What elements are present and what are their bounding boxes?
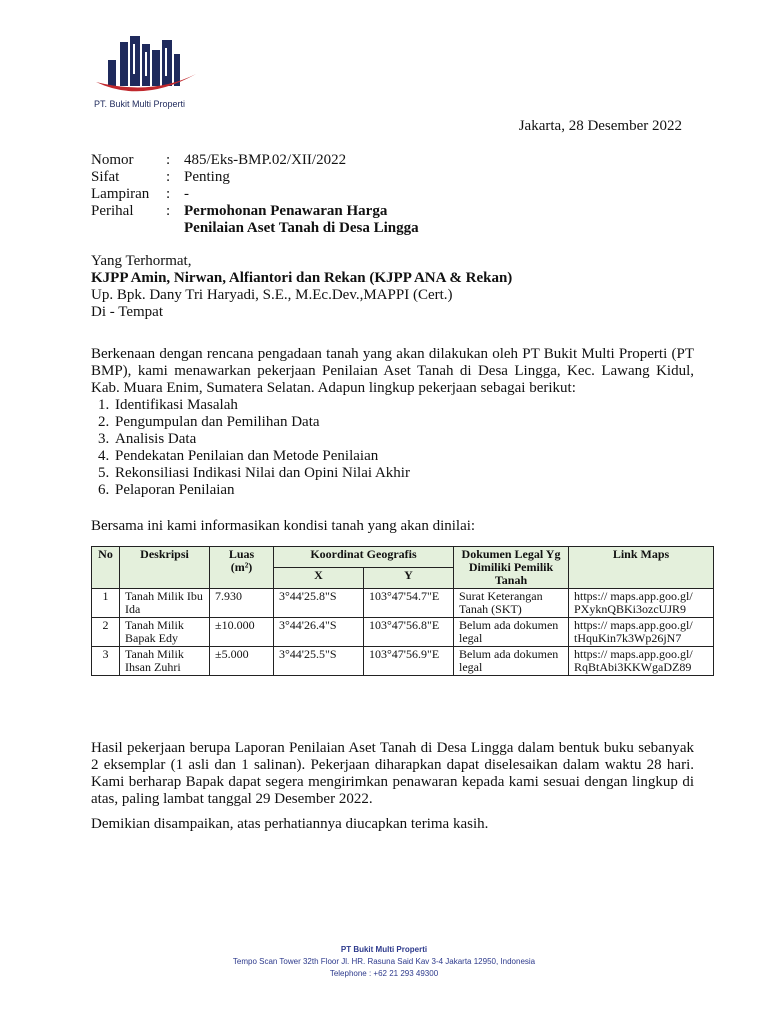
table-intro: Bersama ini kami informasikan kondisi tanah yang akan dinilai: xyxy=(91,518,476,534)
table-row xyxy=(92,647,714,676)
meta-row-perihal xyxy=(91,203,419,237)
intro-section xyxy=(91,346,694,499)
meta-label: Perihal xyxy=(91,203,134,219)
cell-no: 2 xyxy=(92,618,120,647)
col-header-desc: Deskripsi xyxy=(120,547,210,589)
footer-address: Tempo Scan Tower 32th Floor Jl. HR. Rasuna Said Kav 3-4 Jakarta 12950, Indonesia xyxy=(232,957,536,966)
col-header-area xyxy=(210,547,274,589)
col-header-x: X xyxy=(274,568,364,589)
result-paragraph: Hasil pekerjaan berupa Laporan Penilaian Aset Tanah di Desa Lingga dalam bentuk buku sebanyak 2 eksemplar (1 asli dan 1 salinan). Pekerjaan diharapkan dapat diselesaikan dalam waktu 28 hari. Kami berharap Bapak dapat segera mengirimkan penawaran kepada kami sesuai dengan lingkup di atas, paling lambat tanggal 29 Desember 2022. xyxy=(91,740,694,807)
cell-maps-link[interactable]: https:// maps.app.goo.gl/ RqBtAbi3KKWgaDZ89 xyxy=(569,647,714,676)
cell-desc: Tanah Milik Bapak Edy xyxy=(120,618,210,647)
list-item: 6. Pelaporan Penilaian xyxy=(113,482,694,499)
meta-value: 485/Eks-BMP.02/XII/2022 xyxy=(184,152,347,168)
place-line: Di - Tempat xyxy=(91,304,163,320)
cell-x: 3°44'25.5"S xyxy=(274,647,364,676)
meta-label: Nomor xyxy=(91,152,134,168)
footer-phone: Telephone : +62 21 293 49300 xyxy=(329,969,439,978)
land-table xyxy=(91,546,714,676)
meta-colon: : xyxy=(166,169,171,185)
cell-y: 103°47'56.9"E xyxy=(364,647,454,676)
salutation: Yang Terhormat, xyxy=(91,253,192,269)
recipient-name: KJPP Amin, Nirwan, Alfiantori dan Rekan (KJPP ANA & Rekan) xyxy=(91,270,513,286)
cell-x: 3°44'25.8"S xyxy=(274,589,364,618)
scope-list xyxy=(91,397,694,499)
attention-line: Up. Bpk. Dany Tri Haryadi, S.E., M.Ec.Dev.,MAPPI (Cert.) xyxy=(91,287,453,303)
table-row xyxy=(92,589,714,618)
cell-y: 103°47'56.8"E xyxy=(364,618,454,647)
col-header-y: Y xyxy=(364,568,454,589)
cell-maps-link[interactable]: https:// maps.app.goo.gl/ tHquKin7k3Wp26jN7 xyxy=(569,618,714,647)
page-footer xyxy=(0,944,768,980)
meta-value: - xyxy=(184,186,189,202)
cell-maps-link[interactable]: https:// maps.app.goo.gl/ PXyknQBKi3ozcUJR9 xyxy=(569,589,714,618)
area-label: Luas xyxy=(228,547,255,561)
table-row xyxy=(92,618,714,647)
logo-caption: PT. Bukit Multi Properti xyxy=(94,99,186,109)
cell-no: 1 xyxy=(92,589,120,618)
intro-paragraph: Berkenaan dengan rencana pengadaan tanah yang akan dilakukan oleh PT Bukit Multi Properti (PT BMP), kami menawarkan pekerjaan Penilaian Aset Tanah di Desa Lingga, Kec. Lawang Kidul, Kab. Muara Enim, Sumatera Selatan. Adapun lingkup pekerjaan sebagai berikut: xyxy=(91,346,694,396)
cell-area: ±5.000 xyxy=(210,647,274,676)
cell-doc: Belum ada dokumen legal xyxy=(454,618,569,647)
meta-label: Lampiran xyxy=(91,186,150,202)
col-header-no: No xyxy=(92,547,120,589)
cell-desc: Tanah Milik Ihsan Zuhri xyxy=(120,647,210,676)
footer-company: PT Bukit Multi Properti xyxy=(340,945,428,954)
meta-subject xyxy=(184,203,419,237)
cell-area: ±10.000 xyxy=(210,618,274,647)
meta-colon: : xyxy=(166,203,171,219)
list-item: 4. Pendekatan Penilaian dan Metode Penilaian xyxy=(113,448,694,465)
cell-doc: Belum ada dokumen legal xyxy=(454,647,569,676)
cell-area: 7.930 xyxy=(210,589,274,618)
meta-colon: : xyxy=(166,186,171,202)
cell-x: 3°44'26.4"S xyxy=(274,618,364,647)
table-header-row xyxy=(92,547,714,568)
cell-no: 3 xyxy=(92,647,120,676)
list-item: 5. Rekonsiliasi Indikasi Nilai dan Opini Nilai Akhir xyxy=(113,465,694,482)
col-header-coords: Koordinat Geografis xyxy=(274,547,454,568)
cell-y: 103°47'54.7"E xyxy=(364,589,454,618)
addressee-block xyxy=(91,253,512,321)
list-item: 1. Identifikasi Masalah xyxy=(113,397,694,414)
meta-row-nomor xyxy=(91,152,419,169)
subject-line-2: Penilaian Aset Tanah di Desa Lingga xyxy=(184,220,419,236)
subject-line-1: Permohonan Penawaran Harga xyxy=(184,203,388,219)
cell-doc: Surat Keterangan Tanah (SKT) xyxy=(454,589,569,618)
closing-paragraph: Demikian disampaikan, atas perhatiannya diucapkan terima kasih. xyxy=(91,816,489,832)
meta-row-lampiran xyxy=(91,186,419,203)
cell-desc: Tanah Milik Ibu Ida xyxy=(120,589,210,618)
list-item: 3. Analisis Data xyxy=(113,431,694,448)
meta-colon: : xyxy=(166,152,171,168)
area-unit: (m²) xyxy=(230,560,253,574)
meta-value: Penting xyxy=(184,169,230,185)
col-header-doc: Dokumen Legal Yg Dimiliki Pemilik Tanah xyxy=(454,547,569,589)
list-item: 2. Pengumpulan dan Pemilihan Data xyxy=(113,414,694,431)
meta-row-sifat xyxy=(91,169,419,186)
letter-meta xyxy=(91,152,419,237)
meta-label: Sifat xyxy=(91,169,120,185)
col-header-maps: Link Maps xyxy=(569,547,714,589)
letter-date: Jakarta, 28 Desember 2022 xyxy=(518,118,682,134)
